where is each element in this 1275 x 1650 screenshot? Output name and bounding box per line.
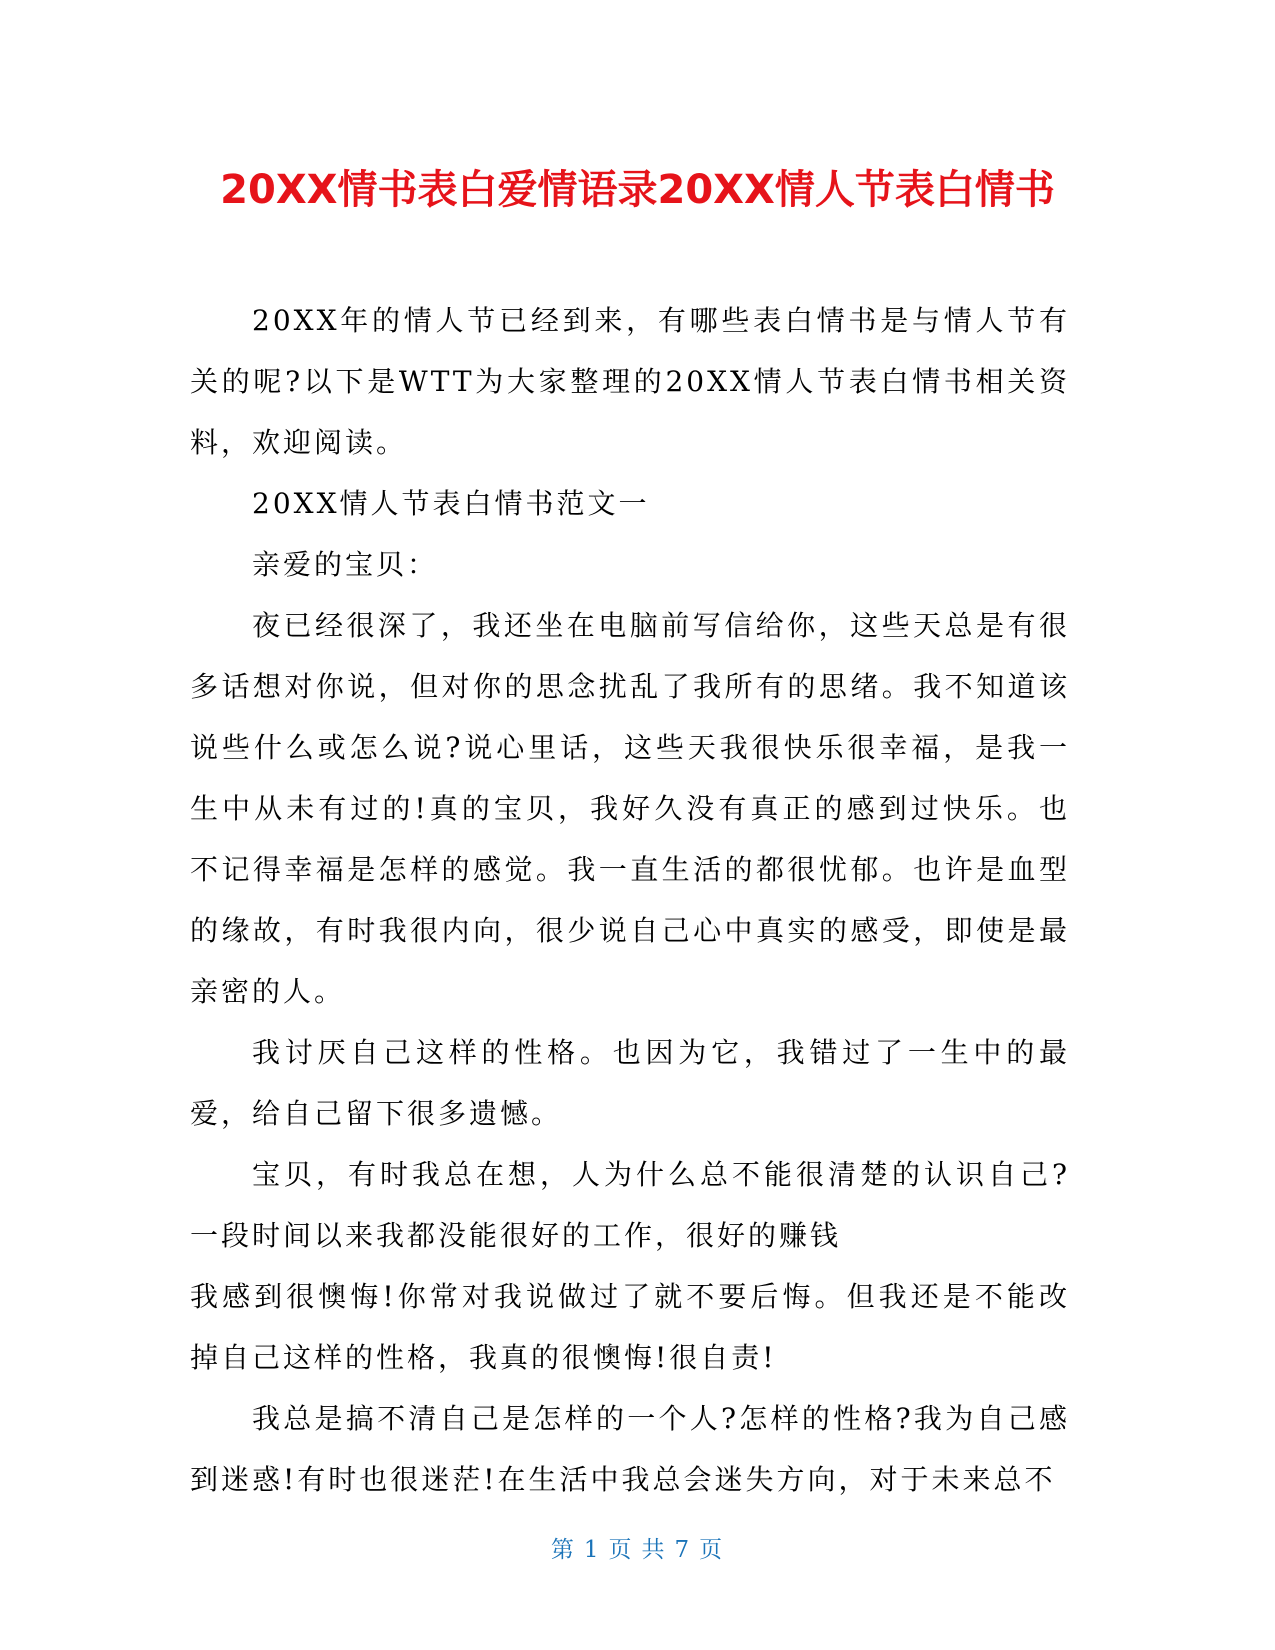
paragraph-body: 我感到很懊悔!你常对我说做过了就不要后悔。但我还是不能改掉自己这样的性格，我真的很懊悔!很自责!	[190, 1280, 1070, 1374]
footer-current-page: 1	[583, 1537, 601, 1563]
paragraph-salutation: 亲爱的宝贝：	[252, 548, 439, 581]
paragraph-body: 我讨厌自己这样的性格。也因为它，我错过了一生中的最爱，给自己留下很多遗憾。	[190, 1036, 1070, 1130]
paragraph-body: 夜已经很深了，我还坐在电脑前写信给你，这些天总是有很多话想对你说，但对你的思念扰乱了我所有的思绪。我不知道该说些什么或怎么说?说心里话，这些天我很快乐很幸福，是我一生中从未有过的!真的宝贝，我好久没有真正的感到过快乐。也不记得幸福是怎样的感觉。我一直生活的都很忧郁。也许是血型的缘故，有时我很内向，很少说自己心中真实的感受，即使是最亲密的人。	[190, 609, 1070, 1008]
paragraph-body: 宝贝，有时我总在想，人为什么总不能很清楚的认识自己?一段时间以来我都没能很好的工作，很好的赚钱	[190, 1158, 1070, 1252]
paragraph-body: 我总是搞不清自己是怎样的一个人?怎样的性格?我为自己感到迷惑!有时也很迷茫!在生活中我总会迷失方向，对于未来总不	[190, 1402, 1070, 1496]
page-footer	[0, 1535, 1275, 1565]
document-body	[190, 290, 1070, 1510]
footer-total-label: 共	[641, 1537, 667, 1563]
paragraph-intro: 20XX年的情人节已经到来，有哪些表白情书是与情人节有关的呢?以下是WTT为大家整理的20XX情人节表白情书相关资料，欢迎阅读。	[190, 304, 1070, 459]
footer-total-pages: 7	[674, 1537, 692, 1563]
footer-total-unit: 页	[699, 1537, 725, 1563]
footer-page-unit: 页	[608, 1537, 634, 1563]
document-title: 20XX情书表白爱情语录20XX情人节表白情书	[220, 167, 1055, 213]
paragraph-heading-sample-one: 20XX情人节表白情书范文一	[252, 487, 650, 520]
footer-page-label: 第	[550, 1537, 576, 1563]
